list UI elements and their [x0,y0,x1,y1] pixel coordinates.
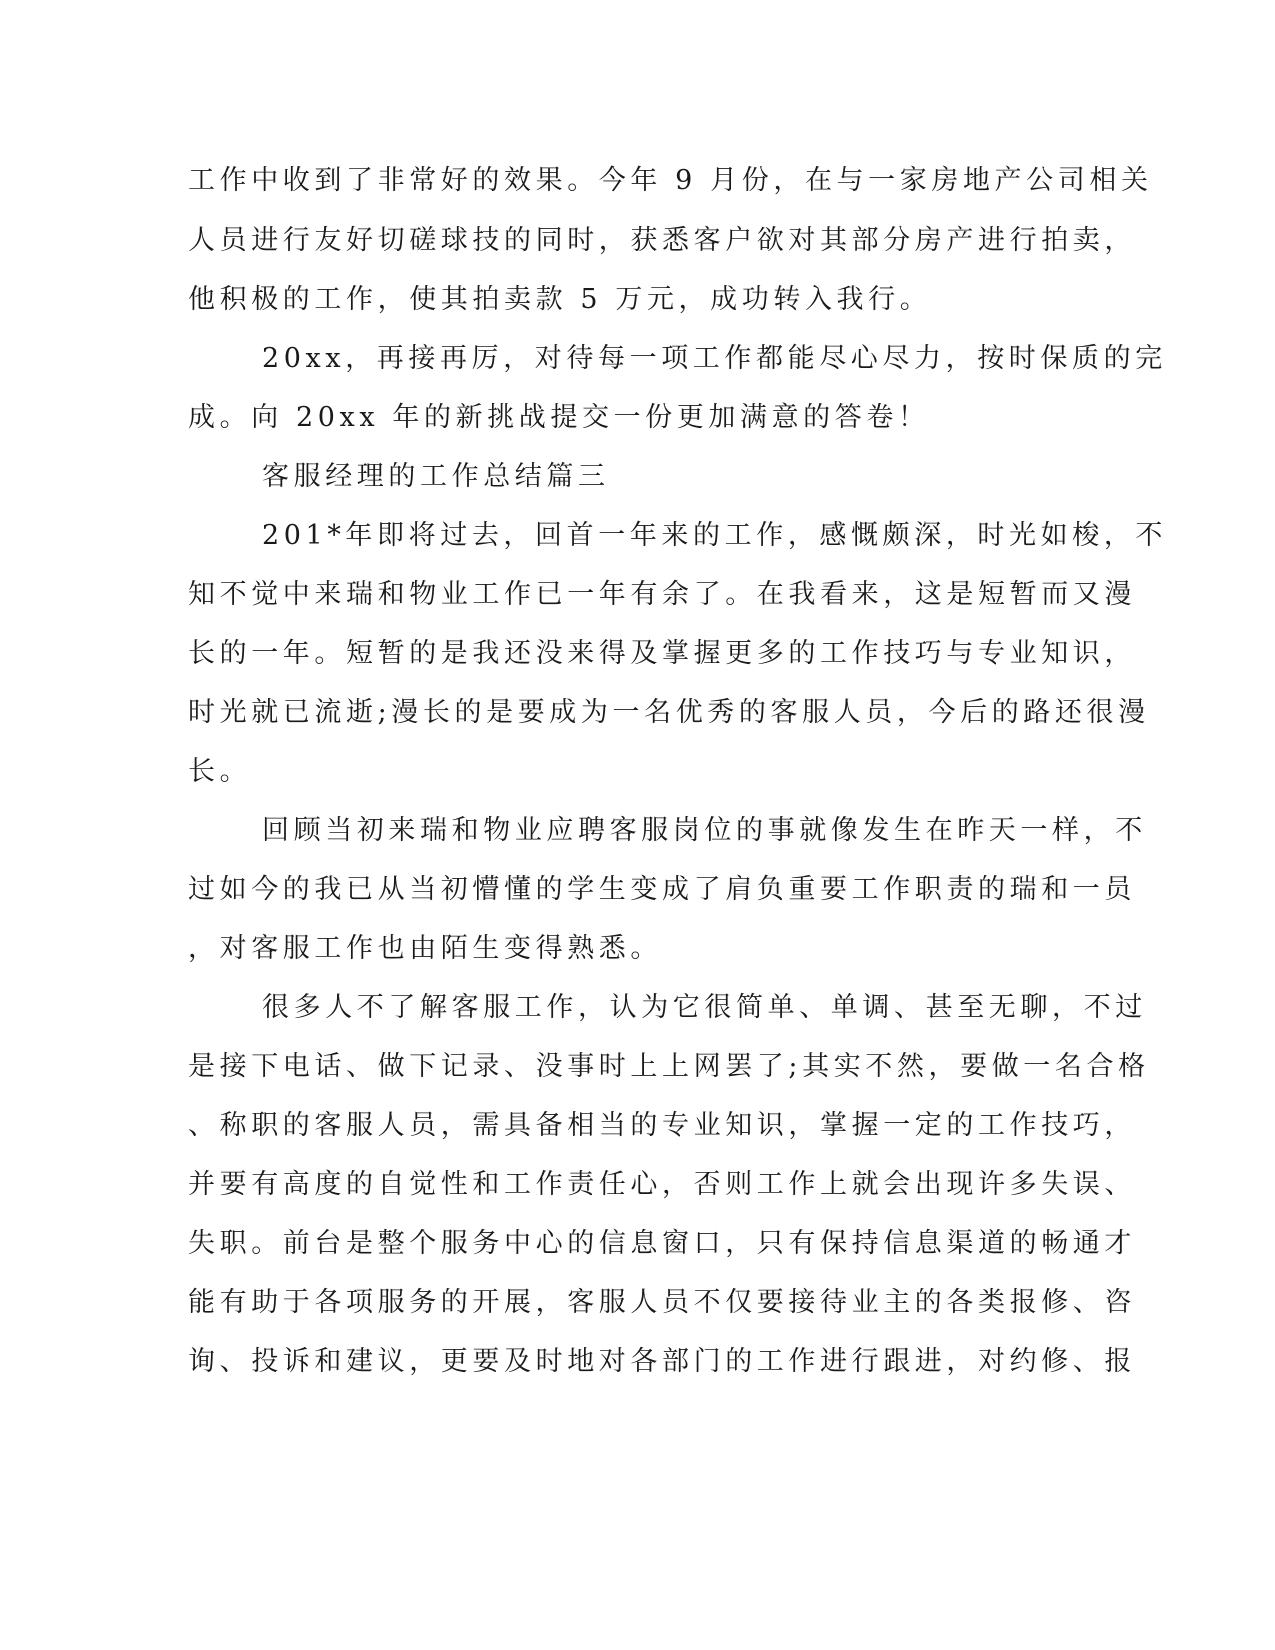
text-line: 、称职的客服人员，需具备相当的专业知识，掌握一定的工作技巧， [188,1110,1136,1141]
text-line: 是接下电话、做下记录、没事时上上网罢了;其实不然，要做一名合格 [188,1051,1150,1082]
text-line: 失职。前台是整个服务中心的信息窗口，只有保持信息渠道的畅通才 [188,1228,1136,1259]
text-line: 询、投诉和建议，更要及时地对各部门的工作进行跟进，对约修、报 [188,1346,1136,1377]
section-heading: 客服经理的工作总结篇三 [262,461,610,492]
text-line: 长的一年。短暂的是我还没来得及掌握更多的工作技巧与专业知识， [188,638,1136,669]
text-line: 过如今的我已从当初懵懂的学生变成了肩负重要工作职责的瑞和一员 [188,874,1136,905]
text-line: 20xx，再接再厉，对待每一项工作都能尽心尽力，按时保质的完 [262,343,1167,374]
text-line: 知不觉中来瑞和物业工作已一年有余了。在我看来，这是短暂而又漫 [188,579,1136,610]
text-line: 并要有高度的自觉性和工作责任心，否则工作上就会出现许多失误、 [188,1169,1136,1200]
text-line: 长。 [188,756,252,787]
text-line: 回顾当初来瑞和物业应聘客服岗位的事就像发生在昨天一样，不 [262,815,1147,846]
text-line: ，对客服工作也由陌生变得熟悉。 [188,933,662,964]
text-line: 工作中收到了非常好的效果。今年 9 月份，在与一家房地产公司相关 [188,165,1153,196]
text-line: 人员进行友好切磋球技的同时，获悉客户欲对其部分房产进行拍卖， [188,225,1136,256]
text-line: 201*年即将过去，回首一年来的工作，感慨颇深，时光如梭，不 [262,520,1168,551]
text-line: 他积极的工作，使其拍卖款 5 万元，成功转入我行。 [188,284,932,315]
text-line: 能有助于各项服务的开展，客服人员不仅要接待业主的各类报修、咨 [188,1287,1136,1318]
text-line: 成。向 20xx 年的新挑战提交一份更加满意的答卷！ [188,402,930,433]
text-line: 时光就已流逝;漫长的是要成为一名优秀的客服人员，今后的路还很漫 [188,697,1150,728]
text-line: 很多人不了解客服工作，认为它很简单、单调、甚至无聊，不过 [262,992,1147,1023]
